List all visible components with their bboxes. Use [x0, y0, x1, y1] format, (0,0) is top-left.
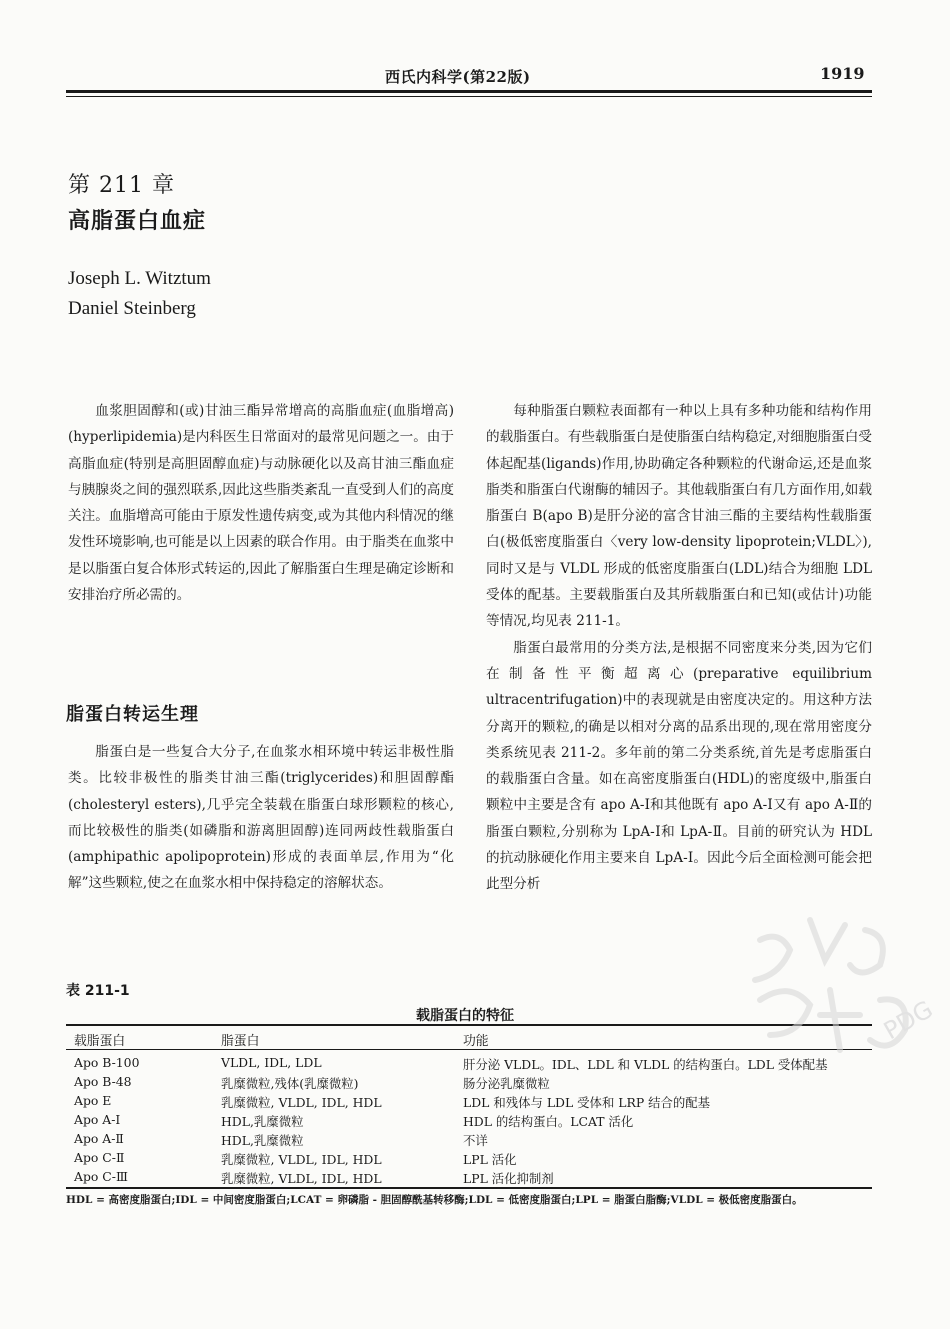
- watermark-text: PDG: [879, 995, 938, 1046]
- chapter-number: 第 211 章: [68, 173, 175, 198]
- author-name: Joseph L. Witztum: [68, 268, 211, 289]
- table-cell: Apo A-Ⅰ: [74, 1112, 121, 1127]
- table-cell: HDL 的结构蛋白。LCAT 活化: [463, 1114, 634, 1129]
- table-cell: 乳糜微粒, VLDL, IDL, HDL: [221, 1095, 382, 1110]
- right-column: [486, 398, 872, 898]
- table-footnote: HDL = 高密度脂蛋白;IDL = 中间密度脂蛋白;LCAT = 卵磷脂 - 胆固醇酰基转移酶;LDL = 低密度脂蛋白;LPL = 脂蛋白脂酶;VLDL = 极低密度脂蛋白。: [66, 1194, 803, 1206]
- table-cell: Apo E: [74, 1093, 112, 1108]
- table-cell: 乳糜微粒,残体(乳糜微粒): [221, 1076, 359, 1091]
- table-cell: Apo A-Ⅱ: [74, 1131, 124, 1146]
- table-cell: 不详: [463, 1133, 488, 1148]
- page-number: 1919: [820, 64, 865, 83]
- table-cell: Apo C-Ⅲ: [74, 1169, 128, 1184]
- body-paragraph: 每种脂蛋白颗粒表面都有一种以上具有多种功能和结构作用的载脂蛋白。有些载脂蛋白是使脂蛋白结构稳定,对细胞脂蛋白受体起配基(ligands)作用,协助确定各种颗粒的代谢命运,还是血浆脂类和脂蛋白代谢酶的辅因子。其他载脂蛋白有几方面作用,如载脂蛋白 B(apo B)是肝分泌的富含甘油三酯的主要结构性载脂蛋白(极低密度脂蛋白〈very low-density lipoprotein;VLDL〉),同时又是与 VLDL 形成的低密度脂蛋白(LDL)结合为细胞 LDL 受体的配基。主要载脂蛋白及其所载脂蛋白和已知(或估计)功能等情况,均见表 211-1。: [486, 403, 872, 630]
- watermark-seal: [700, 880, 950, 1100]
- table-cell: LPL 活化: [463, 1152, 517, 1167]
- header-rule-thin: [66, 96, 872, 97]
- table-cell: LDL 和残体与 LDL 受体和 LRP 结合的配基: [463, 1095, 711, 1110]
- author-name: Daniel Steinberg: [68, 298, 196, 319]
- table-label: 表 211-1: [66, 983, 130, 999]
- left-column-intro: [68, 398, 454, 608]
- table-cell: Apo B-100: [74, 1055, 140, 1070]
- table-header-cell: 功能: [463, 1034, 489, 1049]
- table-cell: VLDL, IDL, LDL: [221, 1055, 322, 1070]
- table-cell: HDL,乳糜微粒: [221, 1114, 304, 1129]
- section-paragraph: 脂蛋白是一些复合大分子,在血浆水相环境中转运非极性脂类。比较非极性的脂类甘油三酯(triglycerides)和胆固醇酯(cholesteryl esters),几乎完全装载在脂蛋白球形颗粒的核心,而比较极性的脂类(如磷脂和游离胆固醇)连同两歧性载脂蛋白(amphipathic apolipoprotein)形成的表面单层,作用为“化解”这些颗粒,使之在血浆水相中保持稳定的溶解状态。: [68, 744, 454, 892]
- table-cell: 肝分泌 VLDL。IDL、LDL 和 VLDL 的结构蛋白。LDL 受体配基: [463, 1057, 828, 1072]
- table-header-cell: 载脂蛋白: [74, 1034, 126, 1049]
- table-cell: 乳糜微粒, VLDL, IDL, HDL: [221, 1152, 382, 1167]
- table-cell: 乳糜微粒, VLDL, IDL, HDL: [221, 1171, 382, 1186]
- intro-paragraph: 血浆胆固醇和(或)甘油三酯异常增高的高脂血症(血脂增高)(hyperlipidemia)是内科医生日常面对的最常见问题之一。由于高脂血症(特别是高胆固醇血症)与动脉硬化以及高甘油三酯血症与胰腺炎之间的强烈联系,因此这些脂类紊乱一直受到人们的高度关注。血脂增高可能由于原发性遗传病变,或为其他内科情况的继发性环境影响,也可能是以上因素的联合作用。由于脂类在血浆中是以脂蛋白复合体形式转运的,因此了解脂蛋白生理是确定诊断和安排治疗所必需的。: [68, 403, 454, 604]
- left-column-section: [68, 739, 454, 897]
- body-paragraph: 脂蛋白最常用的分类方法,是根据不同密度来分类,因为它们在制备性平衡超离心(preparative equilibrium ultracentrifugation)中的表现就是由密度决定的。用这种方法分离开的颗粒,的确是以相对分离的品系出现的,现在常用密度分类系统见表 211-2。多年前的第二分类系统,首先是考虑脂蛋白的载脂蛋白含量。如在高密度脂蛋白(HDL)的密度级中,脂蛋白颗粒中主要是含有 apo A-Ⅰ和其他既有 apo A-Ⅰ又有 apo A-Ⅱ的脂蛋白颗粒,分别称为 LpA-Ⅰ和 LpA-Ⅱ。目前的研究认为 HDL 的抗动脉硬化作用主要来自 LpA-Ⅰ。因此今后全面检测可能会把此型分析: [486, 639, 872, 893]
- table-header-cell: 脂蛋白: [221, 1034, 260, 1049]
- table-bottom-rule: [66, 1187, 872, 1189]
- table-cell: LPL 活化抑制剂: [463, 1171, 554, 1186]
- table-cell: Apo C-Ⅱ: [74, 1150, 125, 1165]
- table-cell: 肠分泌乳糜微粒: [463, 1076, 550, 1091]
- chapter-title: 高脂蛋白血症: [68, 208, 207, 234]
- header-rule: [66, 90, 872, 93]
- section-heading: 脂蛋白转运生理: [66, 704, 199, 725]
- table-cell: Apo B-48: [74, 1074, 132, 1089]
- running-title: 西氏内科学(第22版): [385, 68, 531, 86]
- table-caption-text: 载脂蛋白的特征: [416, 1008, 514, 1024]
- table-cell: HDL,乳糜微粒: [221, 1133, 304, 1148]
